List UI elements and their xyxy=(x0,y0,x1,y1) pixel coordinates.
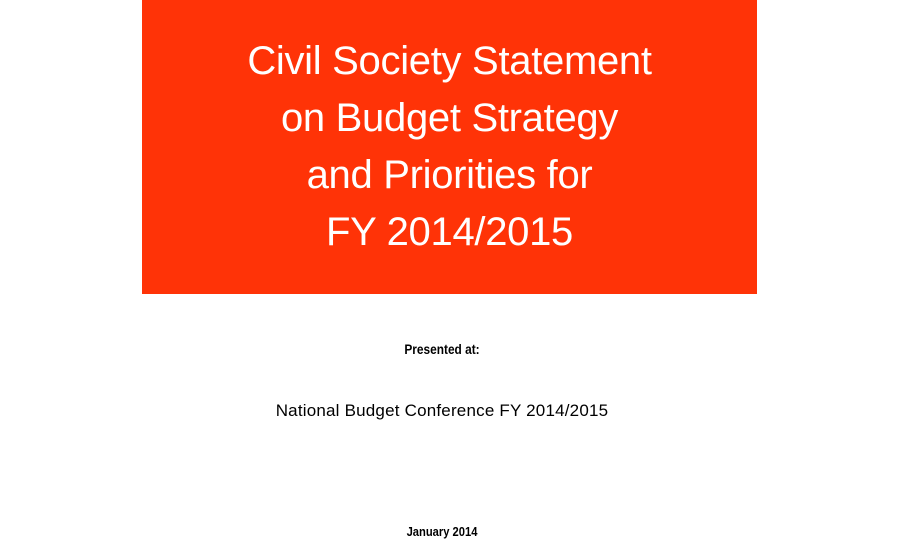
title-line-3: and Priorities for xyxy=(306,153,593,197)
title-line-2: on Budget Strategy xyxy=(280,96,619,140)
conference-name: National Budget Conference FY 2014/2015 xyxy=(275,401,609,420)
presented-at-label: Presented at: xyxy=(404,342,480,357)
publication-date: January 2014 xyxy=(406,524,478,539)
title-line-4: FY 2014/2015 xyxy=(326,210,573,254)
document-title xyxy=(142,33,757,261)
title-banner xyxy=(142,0,757,294)
title-line-1: Civil Society Statement xyxy=(247,39,652,83)
